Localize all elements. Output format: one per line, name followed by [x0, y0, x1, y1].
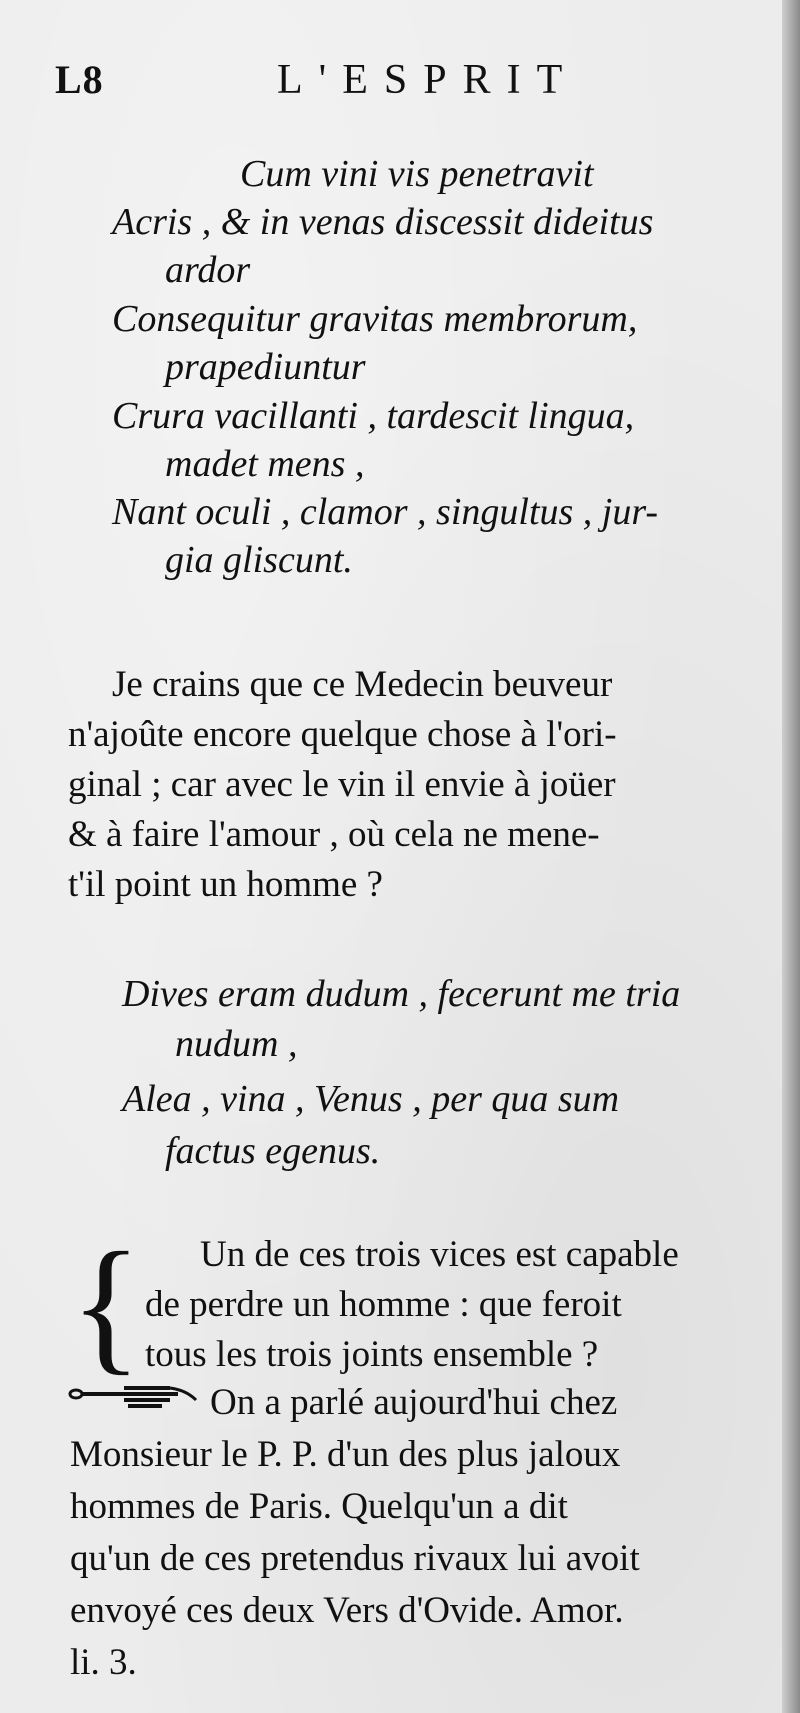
page-number: L8: [55, 57, 104, 102]
text-line: tous les trois joints ensemble ?: [145, 1334, 599, 1375]
verse-line: prapediuntur: [165, 346, 366, 388]
verse-line: Crura vacillanti , tardescit lingua,: [112, 395, 635, 437]
verse-line: factus egenus.: [165, 1130, 381, 1172]
verse-line: Nant oculi , clamor , singultus , jur-: [112, 491, 659, 533]
text-line: de perdre un homme : que feroit: [145, 1284, 622, 1325]
text-line: n'ajoûte encore quelque chose à l'ori-: [68, 714, 617, 755]
verse-line: nudum ,: [175, 1023, 298, 1065]
text-line: Je crains que ce Medecin beuveur: [112, 664, 613, 705]
verse-line: Consequitur gravitas membrorum,: [112, 298, 638, 340]
text-line: Un de ces trois vices est capable: [200, 1234, 679, 1275]
verse-line: gia gliscunt.: [165, 539, 353, 581]
text-line: & à faire l'amour , où cela ne mene-: [68, 814, 600, 855]
verse-line: Alea , vina , Venus , per qua sum: [122, 1078, 620, 1120]
text-line: qu'un de ces pretendus rivaux lui avoit: [70, 1538, 640, 1579]
verse-line: Dives eram dudum , fecerunt me tria: [122, 973, 681, 1015]
manicule-icon: [66, 1380, 206, 1410]
page-edge-shadow: [782, 0, 800, 1713]
text-line: t'il point un homme ?: [68, 864, 383, 905]
text-line: hommes de Paris. Quelqu'un a dit: [70, 1486, 568, 1527]
verse-line: Cum vini vis penetravit: [240, 153, 594, 195]
verse-line: madet mens ,: [165, 443, 365, 485]
text-line: Monsieur le P. P. d'un des plus jaloux: [70, 1434, 621, 1475]
curly-brace-mark: {: [70, 1222, 142, 1388]
text-line: ginal ; car avec le vin il envie à joüer: [68, 764, 616, 805]
text-line: envoyé ces deux Vers d'Ovide. Amor.: [70, 1590, 624, 1631]
verse-line: Acris , & in venas discessit dideitus: [112, 201, 654, 243]
page-header: [55, 56, 755, 116]
text-line: li. 3.: [70, 1642, 137, 1683]
running-title: L'ESPRIT: [277, 57, 579, 103]
text-line: On a parlé aujourd'hui chez: [210, 1382, 618, 1423]
verse-line: ardor: [165, 249, 251, 291]
